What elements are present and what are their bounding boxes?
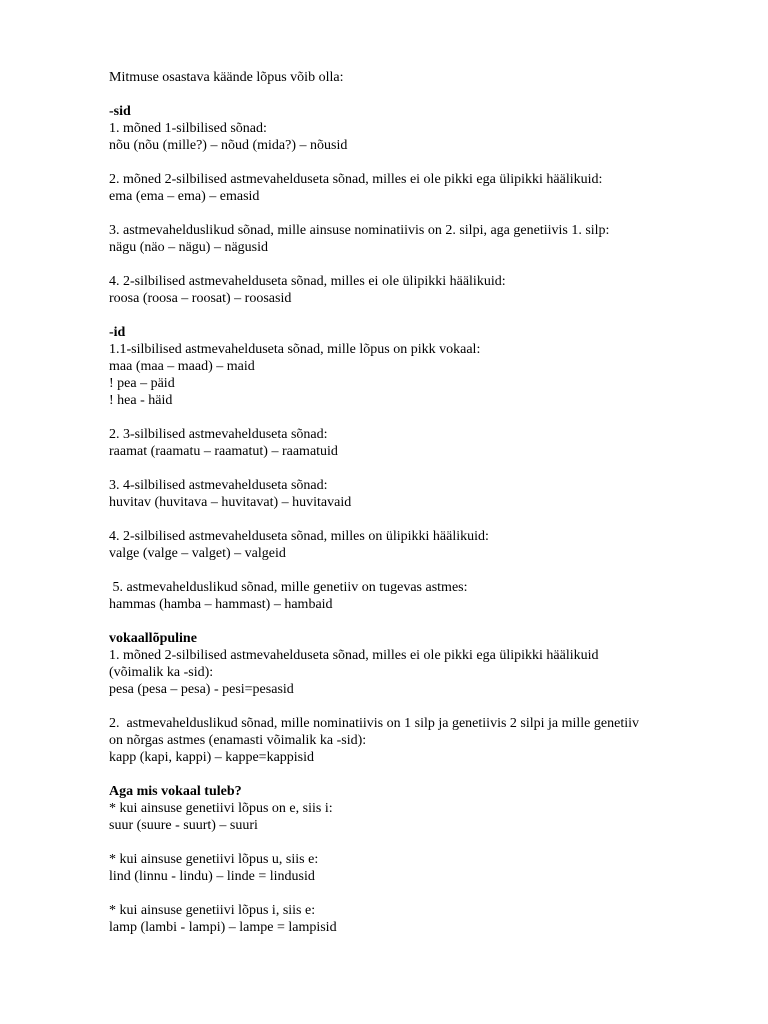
example-line: suur (suure - suurt) – suuri (109, 818, 258, 833)
example-line: lind (linnu - lindu) – linde = lindusid (109, 869, 315, 884)
doc-title: Mitmuse osastava käände lõpus võib olla: (109, 70, 344, 85)
text-line: * kui ainsuse genetiivi lõpus on e, siis i: (109, 801, 333, 816)
heading-vokaallopuline: vokaallõpuline (109, 631, 197, 646)
text-line: * kui ainsuse genetiivi lõpus i, siis e: (109, 903, 316, 918)
text-line: 1. mõned 2-silbilised astmevahelduseta sõnad, milles ei ole pikki ega ülipikki häälikuid (109, 648, 599, 663)
text-line: 4. 2-silbilised astmevahelduseta sõnad, milles ei ole ülipikki häälikuid: (109, 274, 506, 289)
heading-sid: -sid (109, 104, 131, 119)
text-line: (võimalik ka -sid): (109, 665, 214, 680)
example-line: roosa (roosa – roosat) – roosasid (109, 291, 292, 306)
text-line: on nõrgas astmes (enamasti võimalik ka -sid): (109, 733, 367, 748)
example-line: raamat (raamatu – raamatut) – raamatuid (109, 444, 338, 459)
example-line: kapp (kapi, kappi) – kappe=kappisid (109, 750, 315, 765)
example-line: huvitav (huvitava – huvitavat) – huvitavaid (109, 495, 352, 510)
example-line: valge (valge – valget) – valgeid (109, 546, 286, 561)
example-line: lamp (lambi - lampi) – lampe = lampisid (109, 920, 337, 935)
example-line: pesa (pesa – pesa) - pesi=pesasid (109, 682, 294, 697)
text-line: 2. 3-silbilised astmevahelduseta sõnad: (109, 427, 328, 442)
example-line: maa (maa – maad) – maid (109, 359, 255, 374)
example-line: ! hea - häid (109, 393, 173, 408)
text-line: * kui ainsuse genetiivi lõpus u, siis e: (109, 852, 319, 867)
example-line: nägu (näo – nägu) – nägusid (109, 240, 269, 255)
text-line: 1.1-silbilised astmevahelduseta sõnad, mille lõpus on pikk vokaal: (109, 342, 481, 357)
text-line: 5. astmevahelduslikud sõnad, mille genetiiv on tugevas astmes: (109, 580, 468, 595)
heading-vokaal-question: Aga mis vokaal tuleb? (109, 784, 242, 799)
text-line: 1. mõned 1-silbilised sõnad: (109, 121, 267, 136)
example-line: hammas (hamba – hammast) – hambaid (109, 597, 333, 612)
example-line: nõu (nõu (mille?) – nõud (mida?) – nõusid (109, 138, 348, 153)
text-line: 4. 2-silbilised astmevahelduseta sõnad, milles on ülipikki häälikuid: (109, 529, 489, 544)
text-line: 2. astmevahelduslikud sõnad, mille nominatiivis on 1 silp ja genetiivis 2 silpi ja mille genetiiv (109, 716, 639, 731)
example-line: ema (ema – ema) – emasid (109, 189, 260, 204)
example-line: ! pea – päid (109, 376, 175, 391)
heading-id: -id (109, 325, 126, 340)
text-line: 3. astmevahelduslikud sõnad, mille ainsuse nominatiivis on 2. silpi, aga genetiivis 1. silp: (109, 223, 610, 238)
text-line: 2. mõned 2-silbilised astmevahelduseta sõnad, milles ei ole pikki ega ülipikki häälikuid: (109, 172, 603, 187)
text-line: 3. 4-silbilised astmevahelduseta sõnad: (109, 478, 328, 493)
